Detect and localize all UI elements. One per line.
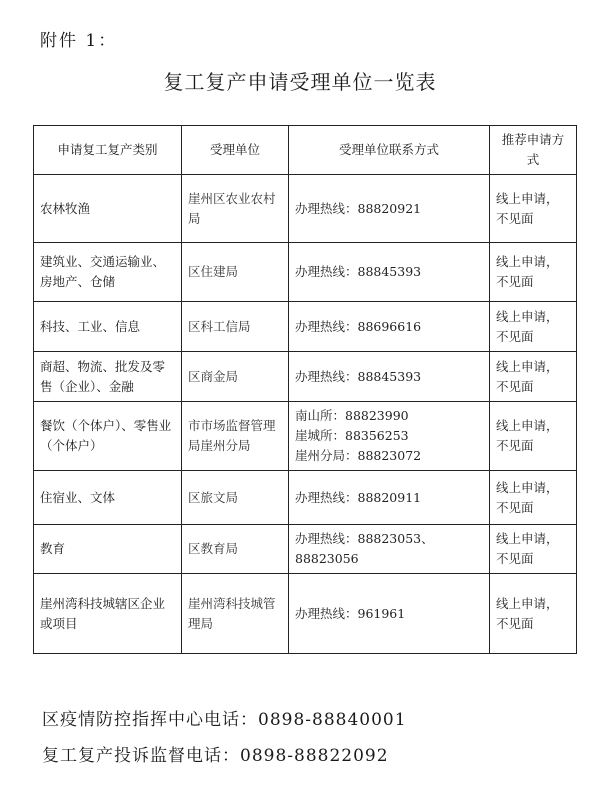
unit-cell: 区教育局 [182,525,289,574]
contact-cell [289,574,490,654]
header-contact: 受理单位联系方式 [289,126,490,175]
unit-cell: 区旅文局 [182,471,289,525]
header-method: 推荐申请方式 [490,126,577,175]
table-row [34,525,577,574]
category-cell: 餐饮（个体户）、零售业（个体户） [34,402,182,471]
contact-line: 办理热线：88845393 [295,264,422,279]
contact-line: 办理热线：88696616 [295,318,422,334]
category-cell: 教育 [34,525,182,574]
unit-cell: 区商金局 [182,352,289,402]
unit-cell: 市市场监督管理局崖州分局 [182,402,289,471]
header-unit: 受理单位 [182,126,289,175]
unit-cell: 区科工信局 [182,302,289,352]
contact-line: 办理热线：961961 [295,605,406,621]
table-body [34,175,577,654]
contact-cell [289,302,490,352]
table-row [34,471,577,525]
category-cell: 住宿业、文体 [34,471,182,525]
method-cell: 线上申请，不见面 [490,175,577,243]
table-row [34,402,577,471]
contact-line: 南山所：88823990 [295,408,409,423]
epidemic-hotline: 区疫情防控指挥中心电话：0898-88840001 [42,710,407,730]
category-cell: 崖州湾科技城辖区企业或项目 [34,574,182,654]
contact-line: 崖城所：88356253 [295,428,409,443]
table-row [34,175,577,243]
contact-cell [289,402,490,471]
table-row [34,574,577,654]
unit-cell: 崖州区农业农村局 [182,175,289,243]
table-row [34,243,577,302]
category-cell: 农林牧渔 [34,175,182,243]
method-cell: 线上申请，不见面 [490,402,577,471]
unit-table [33,125,577,654]
method-cell: 线上申请，不见面 [490,525,577,574]
method-cell: 线上申请，不见面 [490,243,577,302]
header-category: 申请复工复产类别 [34,126,182,175]
contact-line: 办理热线：88823053、88823056 [295,531,434,566]
category-cell: 科技、工业、信息 [34,302,182,352]
unit-cell: 区住建局 [182,243,289,302]
page-title: 复工复产申请受理单位一览表 [163,70,437,94]
category-cell: 建筑业、交通运输业、房地产、仓储 [34,243,182,302]
method-cell: 线上申请，不见面 [490,352,577,402]
contact-line: 崖州分局：88823072 [295,448,422,463]
contact-line: 办理热线：88820911 [295,489,422,505]
table-row [34,302,577,352]
contact-cell [289,471,490,525]
table-row [34,352,577,402]
contact-line: 办理热线：88820921 [295,200,422,216]
contact-cell [289,175,490,243]
table-header-row [34,126,577,175]
contact-cell [289,243,490,302]
method-cell: 线上申请，不见面 [490,471,577,525]
category-cell: 商超、物流、批发及零售（企业）、金融 [34,352,182,402]
method-cell: 线上申请，不见面 [490,574,577,654]
contact-line: 办理热线：88845393 [295,368,422,384]
complaint-hotline: 复工复产投诉监督电话：0898-88822092 [42,746,389,766]
attachment-label: 附件 1： [40,31,118,51]
unit-cell: 崖州湾科技城管理局 [182,574,289,654]
contact-cell [289,525,490,574]
contact-cell [289,352,490,402]
method-cell: 线上申请，不见面 [490,302,577,352]
